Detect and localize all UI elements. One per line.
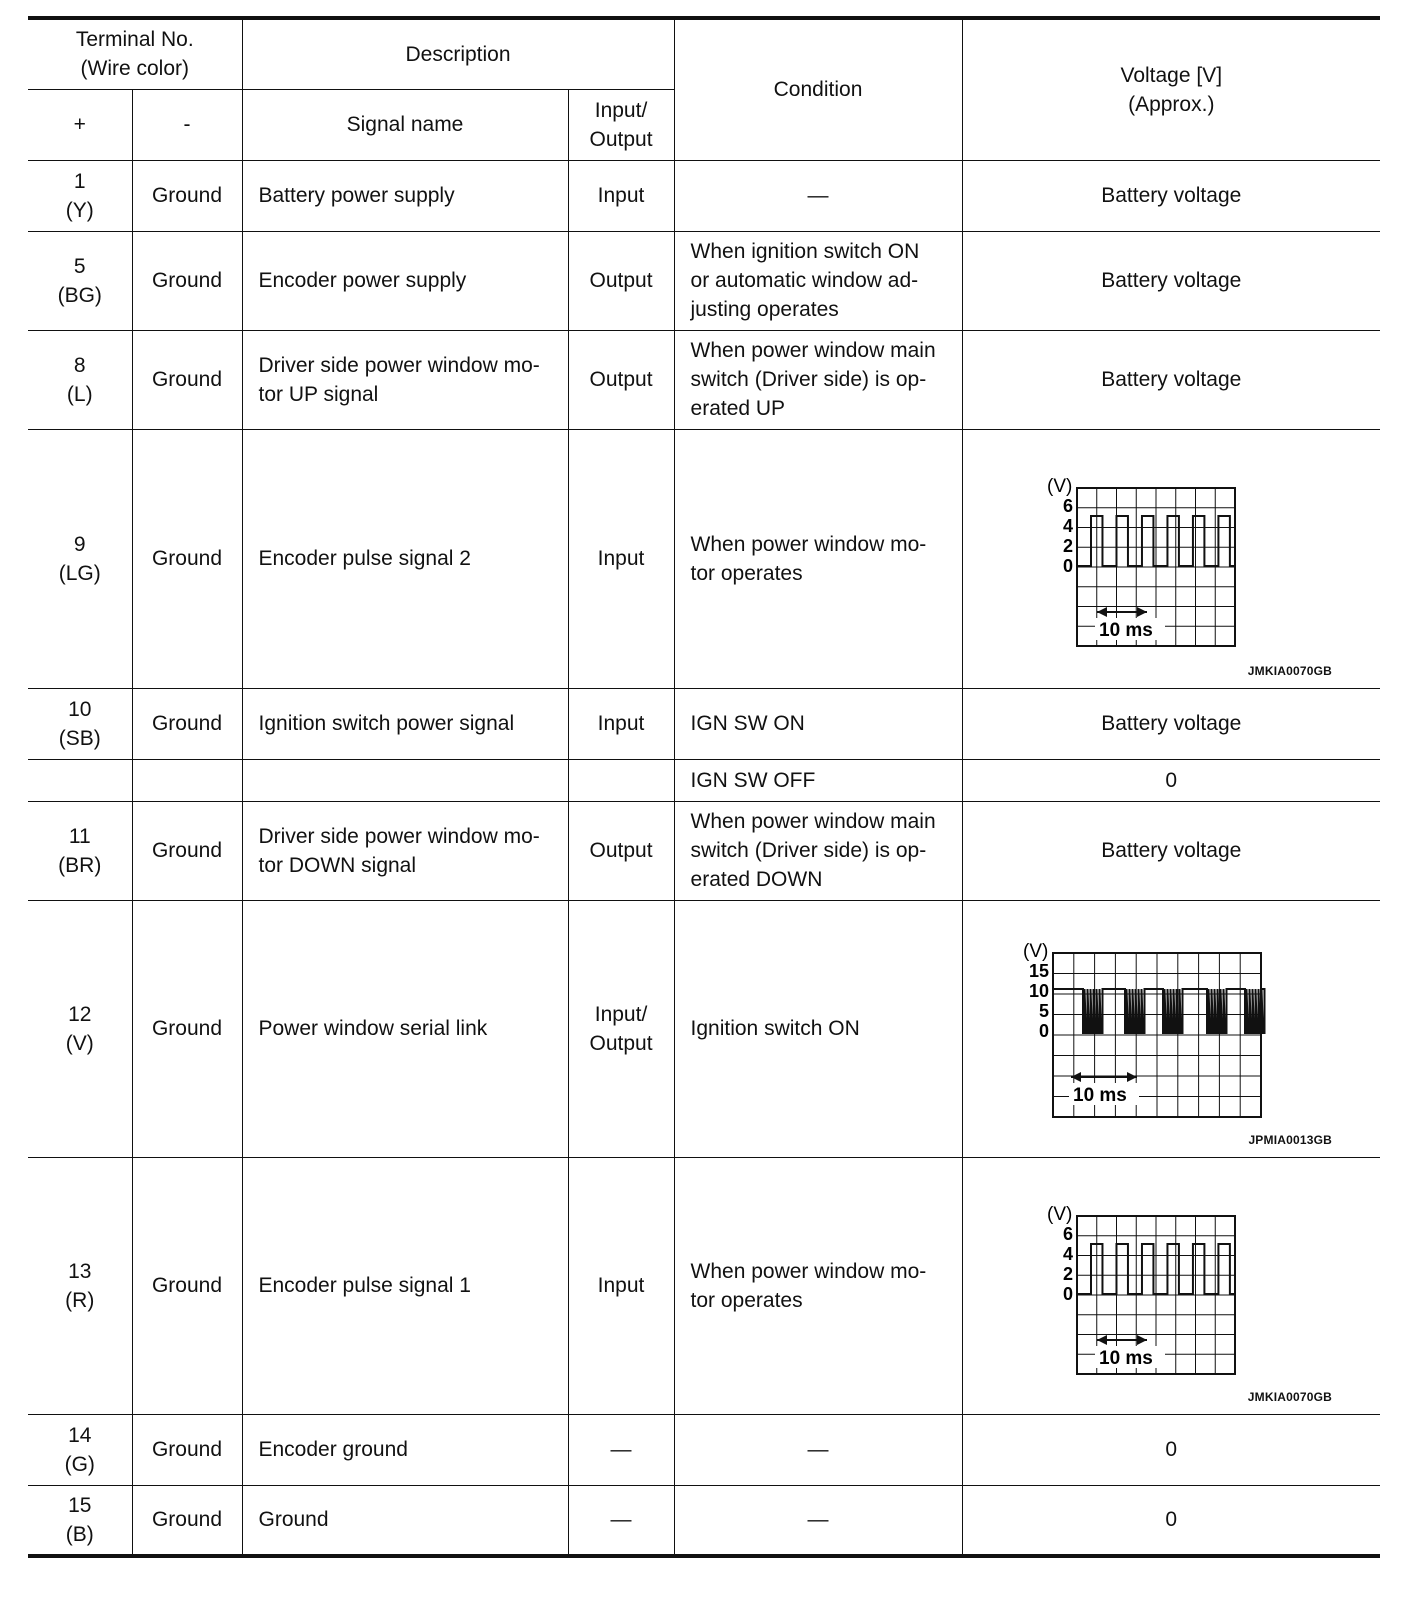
oscilloscope-waveform bbox=[963, 430, 1381, 687]
waveform-time-label: 10 ms bbox=[1072, 1085, 1127, 1106]
voltage-cell: Battery voltage bbox=[962, 801, 1380, 900]
table-row bbox=[28, 231, 1380, 330]
waveform-time-label: 10 ms bbox=[1098, 1348, 1153, 1369]
condition-cell: Ignition switch ON bbox=[674, 900, 962, 1157]
ground-cell: Ground bbox=[132, 330, 242, 429]
terminal-cell: 15 (B) bbox=[28, 1485, 132, 1556]
input-output-cell: Input bbox=[568, 160, 674, 231]
input-output-cell: Input bbox=[568, 688, 674, 759]
oscilloscope-waveform bbox=[963, 1158, 1381, 1413]
terminal-table bbox=[28, 16, 1380, 1558]
header-terminal: Terminal No. (Wire color) bbox=[28, 18, 242, 89]
waveform-figure bbox=[963, 901, 1381, 1156]
input-output-cell: Output bbox=[568, 231, 674, 330]
signal-name-cell: Driver side power window mo- tor DOWN signal bbox=[242, 801, 568, 900]
waveform-y-tick: 15 bbox=[1028, 961, 1049, 981]
input-output-cell: Output bbox=[568, 801, 674, 900]
voltage-cell: 0 bbox=[962, 1414, 1380, 1485]
waveform-figure bbox=[963, 430, 1381, 687]
table-row bbox=[28, 759, 1380, 801]
header-signal-name: Signal name bbox=[242, 89, 568, 160]
waveform-y-tick: 4 bbox=[1062, 1244, 1073, 1264]
table-row bbox=[28, 1157, 1380, 1414]
table-row bbox=[28, 688, 1380, 759]
header-plus: + bbox=[28, 89, 132, 160]
terminal-cell: 8 (L) bbox=[28, 330, 132, 429]
input-output-cell bbox=[568, 759, 674, 801]
figure-code: JPMIA0013GB bbox=[1248, 1133, 1333, 1147]
table-row bbox=[28, 330, 1380, 429]
waveform-y-tick: 0 bbox=[1062, 1284, 1073, 1304]
waveform-y-tick: 4 bbox=[1062, 516, 1073, 536]
table-row bbox=[28, 900, 1380, 1157]
signal-name-cell: Encoder power supply bbox=[242, 231, 568, 330]
voltage-cell: Battery voltage bbox=[962, 160, 1380, 231]
table-row bbox=[28, 160, 1380, 231]
voltage-cell: Battery voltage bbox=[962, 688, 1380, 759]
ground-cell: Ground bbox=[132, 801, 242, 900]
oscilloscope-waveform bbox=[963, 901, 1381, 1156]
table-row bbox=[28, 801, 1380, 900]
signal-name-cell: Ground bbox=[242, 1485, 568, 1556]
voltage-cell bbox=[962, 1157, 1380, 1414]
condition-cell: When ignition switch ON or automatic window ad- justing operates bbox=[674, 231, 962, 330]
table-body bbox=[28, 160, 1380, 1556]
signal-name-cell: Encoder ground bbox=[242, 1414, 568, 1485]
input-output-cell: Output bbox=[568, 330, 674, 429]
condition-cell: — bbox=[674, 1485, 962, 1556]
terminal-cell: 10 (SB) bbox=[28, 688, 132, 759]
voltage-cell: 0 bbox=[962, 759, 1380, 801]
voltage-cell: Battery voltage bbox=[962, 231, 1380, 330]
condition-cell: IGN SW ON bbox=[674, 688, 962, 759]
terminal-cell: 14 (G) bbox=[28, 1414, 132, 1485]
figure-code: JMKIA0070GB bbox=[1247, 664, 1333, 678]
condition-cell: When power window mo- tor operates bbox=[674, 1157, 962, 1414]
condition-cell: — bbox=[674, 160, 962, 231]
input-output-cell: Input/ Output bbox=[568, 900, 674, 1157]
input-output-cell: — bbox=[568, 1414, 674, 1485]
condition-cell: IGN SW OFF bbox=[674, 759, 962, 801]
waveform-y-tick: 2 bbox=[1062, 536, 1073, 556]
waveform-y-tick: 2 bbox=[1062, 1264, 1073, 1284]
terminal-cell: 1 (Y) bbox=[28, 160, 132, 231]
signal-name-cell: Driver side power window mo- tor UP signal bbox=[242, 330, 568, 429]
signal-name-cell: Power window serial link bbox=[242, 900, 568, 1157]
waveform-y-unit: (V) bbox=[1022, 941, 1048, 962]
waveform-figure bbox=[963, 1158, 1381, 1413]
table-row bbox=[28, 429, 1380, 688]
voltage-cell bbox=[962, 900, 1380, 1157]
terminal-cell: 9 (LG) bbox=[28, 429, 132, 688]
input-output-cell: Input bbox=[568, 1157, 674, 1414]
voltage-cell: Battery voltage bbox=[962, 330, 1380, 429]
waveform-y-tick: 0 bbox=[1038, 1021, 1049, 1041]
voltage-cell: 0 bbox=[962, 1485, 1380, 1556]
terminal-cell bbox=[28, 759, 132, 801]
terminal-cell: 12 (V) bbox=[28, 900, 132, 1157]
waveform-y-tick: 5 bbox=[1038, 1001, 1049, 1021]
table-row bbox=[28, 1414, 1380, 1485]
header-input-output: Input/ Output bbox=[568, 89, 674, 160]
ground-cell: Ground bbox=[132, 688, 242, 759]
signal-name-cell: Encoder pulse signal 2 bbox=[242, 429, 568, 688]
signal-name-cell: Ignition switch power signal bbox=[242, 688, 568, 759]
header-minus: - bbox=[132, 89, 242, 160]
waveform-y-tick: 0 bbox=[1062, 556, 1073, 576]
ground-cell: Ground bbox=[132, 1485, 242, 1556]
condition-cell: When power window main switch (Driver side) is op- erated UP bbox=[674, 330, 962, 429]
waveform-y-unit: (V) bbox=[1046, 476, 1072, 497]
header-description: Description bbox=[242, 18, 674, 89]
terminal-cell: 11 (BR) bbox=[28, 801, 132, 900]
condition-cell: When power window mo- tor operates bbox=[674, 429, 962, 688]
signal-name-cell bbox=[242, 759, 568, 801]
signal-name-cell: Battery power supply bbox=[242, 160, 568, 231]
voltage-cell bbox=[962, 429, 1380, 688]
ground-cell: Ground bbox=[132, 160, 242, 231]
condition-cell: When power window main switch (Driver side) is op- erated DOWN bbox=[674, 801, 962, 900]
ground-cell: Ground bbox=[132, 1414, 242, 1485]
table-row bbox=[28, 1485, 1380, 1556]
header-voltage: Voltage [V] (Approx.) bbox=[962, 18, 1380, 160]
signal-name-cell: Encoder pulse signal 1 bbox=[242, 1157, 568, 1414]
ground-cell: Ground bbox=[132, 900, 242, 1157]
ground-cell: Ground bbox=[132, 1157, 242, 1414]
input-output-cell: — bbox=[568, 1485, 674, 1556]
figure-code: JMKIA0070GB bbox=[1247, 1390, 1333, 1404]
waveform-y-unit: (V) bbox=[1046, 1204, 1072, 1225]
ground-cell bbox=[132, 759, 242, 801]
condition-cell: — bbox=[674, 1414, 962, 1485]
waveform-y-tick: 6 bbox=[1062, 1224, 1073, 1244]
terminal-table-sheet bbox=[28, 16, 1380, 1558]
waveform-y-tick: 10 bbox=[1028, 981, 1049, 1001]
ground-cell: Ground bbox=[132, 231, 242, 330]
header-condition: Condition bbox=[674, 18, 962, 160]
terminal-cell: 13 (R) bbox=[28, 1157, 132, 1414]
waveform-y-tick: 6 bbox=[1062, 496, 1073, 516]
waveform-time-label: 10 ms bbox=[1098, 620, 1153, 641]
ground-cell: Ground bbox=[132, 429, 242, 688]
terminal-cell: 5 (BG) bbox=[28, 231, 132, 330]
input-output-cell: Input bbox=[568, 429, 674, 688]
